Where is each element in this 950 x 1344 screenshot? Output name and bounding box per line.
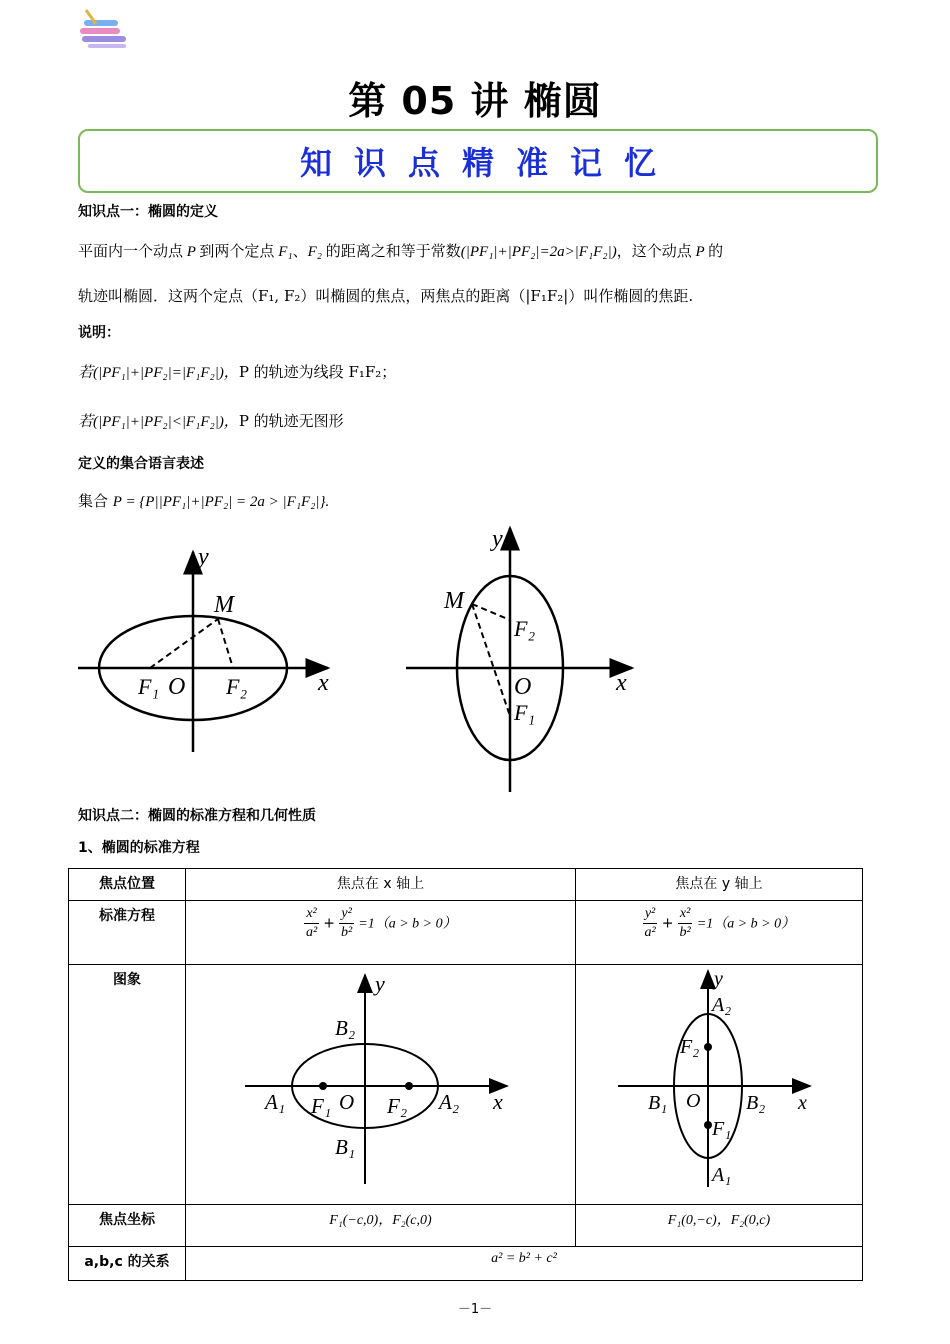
svg-text:O: O [685, 1090, 701, 1112]
ellipse-properties-table [68, 868, 863, 1281]
table-row-relation [69, 1247, 863, 1281]
graph-y-axis-ellipse [614, 969, 824, 1194]
table-row-focus-coordinates [69, 1205, 863, 1247]
point-m-label: M [444, 588, 464, 614]
equation-x-axis: $\frac{\text{x²}}{\text{a²}}$ + $\frac{\text{y²}}{\text{b²}}$ =1（a > b > 0） [186, 901, 576, 965]
table-header-row [69, 869, 863, 901]
header-cell-x-axis: 焦点在 x 轴上 [186, 869, 576, 901]
svg-text:A₁: A₁ [265, 1090, 286, 1114]
focus-x-axis: F₁(−c,0)，F₂(c,0) [186, 1205, 576, 1247]
note-line1: 若(|PF₁|+|PF₂|=|F₁F₂|)，P 的轨迹为线段 F₁F₂； [78, 363, 397, 381]
section2-subheading: 1、椭圆的标准方程 [78, 840, 200, 856]
focus-f1-label: F₁ [514, 700, 536, 725]
note-line2: 若(|PF₁|+|PF₂|<|F₁F₂|)，P 的轨迹无图形 [78, 412, 344, 430]
row-label-relation: a,b,c 的关系 [69, 1247, 186, 1281]
note-heading: 说明： [78, 325, 120, 341]
section2-heading: 知识点二：椭圆的标准方程和几何性质 [78, 808, 316, 824]
origin-label: O [168, 674, 186, 700]
table-row-standard-equation [69, 901, 863, 965]
page-number: －1－ [457, 1302, 493, 1317]
focus-f2-label: F₂ [514, 616, 536, 641]
svg-text:F₂: F₂ [387, 1094, 408, 1118]
row-label-focus: 焦点坐标 [69, 1205, 186, 1247]
svg-text:x: x [797, 1092, 807, 1114]
header-cell-y-axis: 焦点在 y 轴上 [575, 869, 862, 901]
equation-y-axis: $\frac{\text{y²}}{\text{a²}}$ + $\frac{\text{x²}}{\text{b²}}$ =1（a > b > 0） [575, 901, 862, 965]
svg-text:B₁: B₁ [335, 1135, 356, 1159]
svg-text:F₁: F₁ [711, 1118, 732, 1140]
origin-label: O [514, 674, 532, 700]
row-label-standard: 标准方程 [69, 901, 186, 965]
focus-f1-label: F₁ [138, 674, 160, 699]
set-heading: 定义的集合语言表述 [78, 456, 204, 472]
svg-text:O: O [339, 1090, 355, 1114]
svg-text:F₂: F₂ [679, 1036, 700, 1058]
y-axis-label: y [492, 526, 503, 552]
x-axis-label: x [318, 670, 329, 696]
svg-text:x: x [493, 1089, 504, 1114]
set-definition: 集合 P = {P||PF₁|+|PF₂| = 2a > |F₁F₂|}. [78, 492, 330, 510]
graph-y-axis-cell [575, 965, 862, 1205]
graph-x-axis-ellipse [235, 969, 525, 1194]
graph-x-axis-cell [186, 965, 576, 1205]
svg-text:B₂: B₂ [745, 1092, 766, 1114]
section-banner [78, 129, 878, 193]
svg-text:y: y [713, 969, 723, 990]
page-title: 第 05 讲 椭圆 [348, 79, 602, 123]
figure-horizontal-ellipse [70, 540, 340, 760]
definition-line2: 轨迹叫椭圆．这两个定点（F₁, F₂）叫椭圆的焦点，两焦点的距离（|F₁F₂|）叫作椭圆的焦距. [78, 287, 694, 305]
svg-text:A₂: A₂ [711, 994, 732, 1016]
definition-line1: 平面内一个动点 P 到两个定点 F₁、F₂ 的距离之和等于常数(|PF₁|+|PF₂|=2a>|F₁F₂|)，这个动点 P 的 [78, 242, 724, 260]
focus-y-axis: F₁(0,−c)，F₂(0,c) [575, 1205, 862, 1247]
svg-text:B₂: B₂ [335, 1016, 356, 1040]
figure-vertical-ellipse [400, 520, 650, 800]
row-label-graph: 图象 [69, 965, 186, 1205]
section1-heading: 知识点一：椭圆的定义 [78, 204, 218, 220]
svg-text:F₁: F₁ [311, 1094, 332, 1118]
svg-text:B₁: B₁ [647, 1092, 668, 1114]
svg-text:A₁: A₁ [711, 1164, 732, 1186]
relation-formula: a² = b² + c² [186, 1247, 863, 1281]
focus-f2-label: F₂ [226, 674, 248, 699]
y-axis-label: y [198, 544, 209, 570]
table-row-graph [69, 965, 863, 1205]
svg-text:y: y [375, 971, 386, 996]
banner-text: 知识点精准记忆 [299, 144, 678, 182]
svg-text:A₂: A₂ [439, 1090, 460, 1114]
logo-icon [78, 8, 130, 50]
x-axis-label: x [616, 670, 627, 696]
point-m-label: M [214, 592, 234, 618]
header-cell-position: 焦点位置 [69, 869, 186, 901]
